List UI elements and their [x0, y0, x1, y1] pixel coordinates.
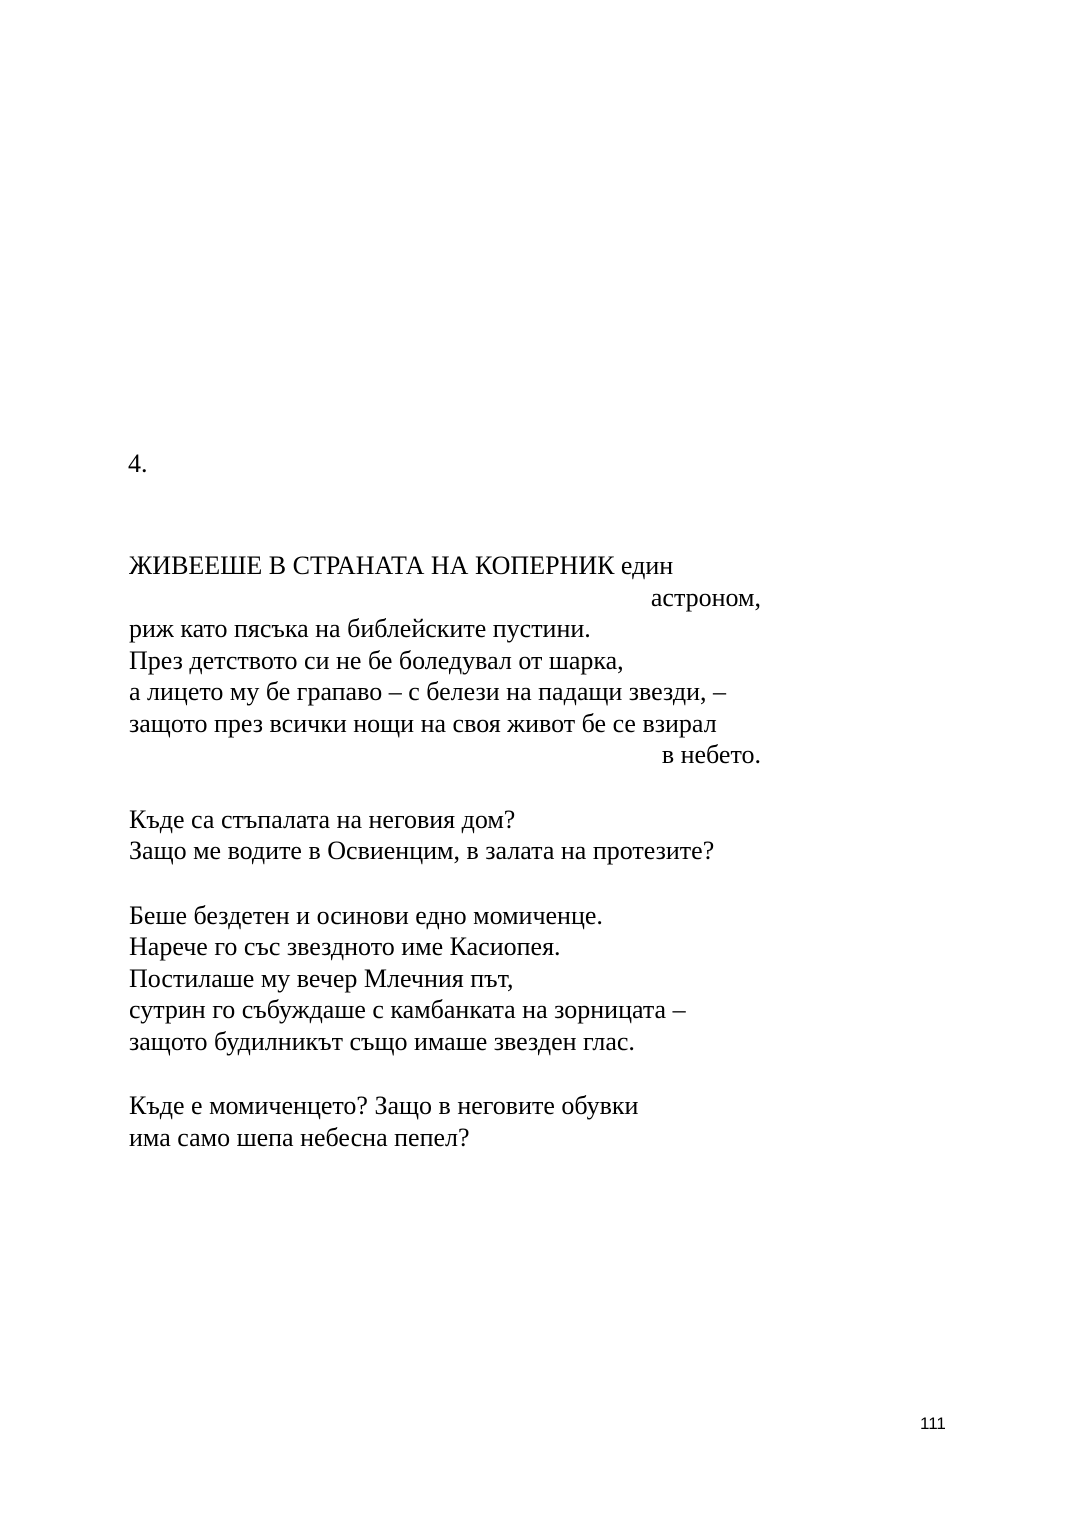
poem-line: в небето. [661, 740, 761, 769]
poem-line: Къде е момиченцето? Защо в неговите обувки [129, 1091, 639, 1120]
poem-line: астроном, [650, 582, 761, 612]
stanza [129, 804, 769, 867]
poem-line: Нарече го със звездното име Касиопея. [129, 932, 561, 961]
stanza [129, 550, 769, 771]
poem-body [129, 550, 769, 1186]
poem-line: защото будилникът също имаше звезден глас. [129, 1026, 635, 1056]
poem-line: риж като пясъка на библейските пустини. [129, 614, 591, 643]
poem-line: а лицето му бе грапаво – с белези на падащи звезди, – [129, 677, 726, 706]
poem-line: През детството си не бе боледувал от шарка, [129, 645, 624, 675]
poem-number: 4. [128, 449, 148, 478]
poem-line: Защо ме водите в Освиенцим, в залата на протезите? [129, 836, 715, 865]
page-number: 111 [920, 1414, 946, 1433]
poem-line: Къде са стъпалата на неговия дом? [129, 804, 516, 834]
poem-line: има само шепа небесна пепел? [129, 1122, 470, 1152]
stanza [129, 1090, 769, 1153]
poem-line: Беше бездетен и осинови едно момиченце. [129, 900, 603, 930]
poem-line: сутрин го събуждаше с камбанката на зорницата – [129, 995, 686, 1024]
poem-line: защото през всички нощи на своя живот бе се взирал [129, 708, 717, 738]
poem-line: ЖИВЕЕШЕ В СТРАНАТА НА КОПЕРНИК един [129, 551, 674, 580]
stanza [129, 900, 769, 1058]
poem-line: Постилаше му вечер Млечния път, [129, 963, 514, 993]
